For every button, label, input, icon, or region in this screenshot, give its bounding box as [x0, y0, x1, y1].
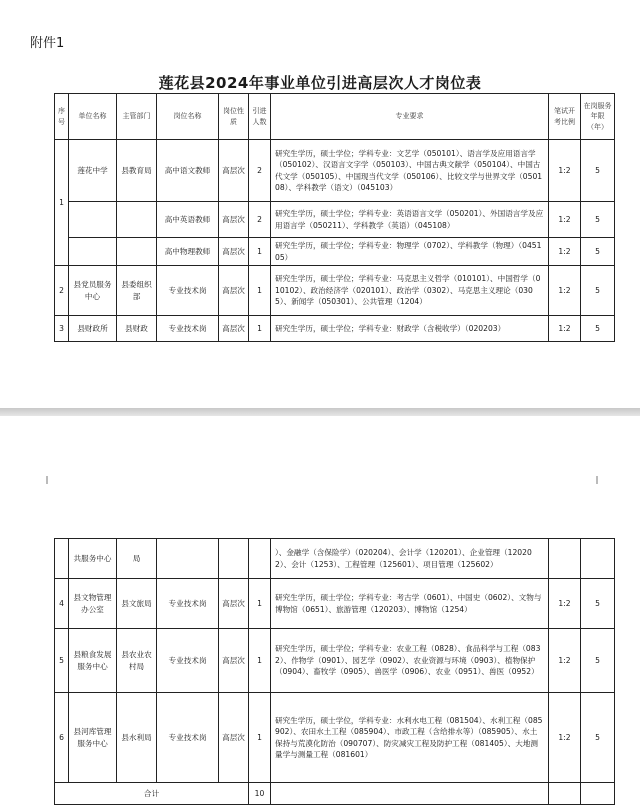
- cell-ratio: 1:2: [549, 579, 581, 629]
- header-years: 在岗服务年限（年）: [581, 94, 615, 140]
- total-empty-cell: [581, 783, 615, 805]
- cell-unit: 共服务中心: [69, 539, 117, 579]
- total-label: 合计: [55, 783, 249, 805]
- total-empty-cell: [549, 783, 581, 805]
- cell-unit: 县文物管理办公室: [69, 579, 117, 629]
- cell-dept: [117, 238, 157, 266]
- cell-seq: 1: [55, 140, 69, 266]
- header-unit: 单位名称: [69, 94, 117, 140]
- table-row: [55, 629, 615, 693]
- cell-count: 1: [249, 316, 271, 342]
- cell-count: 1: [249, 629, 271, 693]
- cell-years: 5: [581, 316, 615, 342]
- cell-position: 高中英语教师: [157, 202, 219, 238]
- cell-major: 研究生学历，硕士学位；学科专业：马克思主义哲学（010101）、中国哲学（010102）、政治经济学（020101）、政治学（0302）、马克思主义理论（0305）、新闻学（050301）、公共管理（1204）: [271, 266, 549, 316]
- cell-dept: 县农业农村局: [117, 629, 157, 693]
- scan-mark: [596, 476, 598, 484]
- header-major: 专业要求: [271, 94, 549, 140]
- cell-count: 1: [249, 693, 271, 783]
- table-row: [55, 316, 615, 342]
- cell-category: 高层次: [219, 140, 249, 202]
- total-count: 10: [249, 783, 271, 805]
- cell-count: 2: [249, 140, 271, 202]
- cell-position: 高中语文教师: [157, 140, 219, 202]
- page-separator: [0, 408, 640, 416]
- table-header-row: [55, 94, 615, 140]
- cell-seq: 5: [55, 629, 69, 693]
- cell-years: 5: [581, 629, 615, 693]
- cell-count: 1: [249, 266, 271, 316]
- cell-category: 高层次: [219, 316, 249, 342]
- cell-years: 5: [581, 140, 615, 202]
- cell-ratio: 1:2: [549, 266, 581, 316]
- cell-position: 专业技术岗: [157, 316, 219, 342]
- cell-dept: 县教育局: [117, 140, 157, 202]
- header-ratio: 笔试开考比例: [549, 94, 581, 140]
- table-row: [55, 539, 615, 579]
- cell-unit: 县河库管理服务中心: [69, 693, 117, 783]
- page-two: [0, 416, 640, 796]
- cell-ratio: 1:2: [549, 693, 581, 783]
- cell-dept: 县委组织部: [117, 266, 157, 316]
- cell-major: 研究生学历，硕士学位，学科专业：水利水电工程（081504）、水利工程（085902）、农田水土工程（085904）、市政工程（含给排水等）（085905）、水土保持与荒漠化防治（090707）、防灾减灾工程及防护工程（081405）、大地测量学与测量工程（081601）: [271, 693, 549, 783]
- cell-ratio: 1:2: [549, 316, 581, 342]
- table-row: [55, 579, 615, 629]
- cell-count: 1: [249, 238, 271, 266]
- cell-seq: 3: [55, 316, 69, 342]
- header-count: 引进人数: [249, 94, 271, 140]
- cell-years: [581, 539, 615, 579]
- cell-category: 高层次: [219, 629, 249, 693]
- cell-major: 研究生学历，硕士学位；学科专业：物理学（0702）、学科教学（物理）（045105）: [271, 238, 549, 266]
- total-empty-cell: [271, 783, 549, 805]
- total-row: [55, 783, 615, 805]
- cell-unit: [69, 202, 117, 238]
- table-row: [55, 140, 615, 202]
- header-category: 岗位性质: [219, 94, 249, 140]
- cell-unit: 莲花中学: [69, 140, 117, 202]
- cell-count: 2: [249, 202, 271, 238]
- attachment-label: 附件1: [30, 36, 65, 51]
- cell-count: 1: [249, 579, 271, 629]
- table-row: [55, 693, 615, 783]
- cell-position: 专业技术岗: [157, 266, 219, 316]
- positions-table-continued: [54, 538, 615, 805]
- cell-count: [249, 539, 271, 579]
- cell-dept: 局: [117, 539, 157, 579]
- cell-dept: 县水利局: [117, 693, 157, 783]
- cell-major: ）、金融学（含保险学）（020204）、会计学（120201）、企业管理（120202）、会计（1253）、工程管理（125601）、项目管理（125602）: [271, 539, 549, 579]
- header-seq: 序号: [55, 94, 69, 140]
- cell-category: [219, 539, 249, 579]
- positions-table: [54, 93, 615, 342]
- cell-position: 专业技术岗: [157, 629, 219, 693]
- cell-ratio: 1:2: [549, 202, 581, 238]
- header-position: 岗位名称: [157, 94, 219, 140]
- cell-position: [157, 539, 219, 579]
- cell-seq: [55, 539, 69, 579]
- cell-years: 5: [581, 693, 615, 783]
- cell-position: 专业技术岗: [157, 693, 219, 783]
- cell-ratio: 1:2: [549, 140, 581, 202]
- cell-unit: 县财政所: [69, 316, 117, 342]
- cell-dept: 县文旅局: [117, 579, 157, 629]
- cell-major: 研究生学历，硕士学位；学科专业：考古学（0601）、中国史（0602）、文物与博物馆（0651）、旅游管理（120203）、博物馆（1254）: [271, 579, 549, 629]
- document-title: 莲花县2024年事业单位引进高层次人才岗位表: [158, 74, 482, 92]
- cell-seq: 4: [55, 579, 69, 629]
- cell-seq: 6: [55, 693, 69, 783]
- scan-mark: [46, 476, 48, 484]
- cell-category: 高层次: [219, 238, 249, 266]
- cell-category: 高层次: [219, 266, 249, 316]
- cell-years: 5: [581, 266, 615, 316]
- table-row: [55, 266, 615, 316]
- table-row: [55, 202, 615, 238]
- cell-major: 研究生学历，硕士学位；学科专业：文艺学（050101）、语言学及应用语言学（050102）、汉语言文字学（050103）、中国古典文献学（050104）、中国古代文学（050105）、中国现当代文学（050106）、比较文学与世界文学（050108）、学科教学（语文）（045103）: [271, 140, 549, 202]
- cell-seq: 2: [55, 266, 69, 316]
- cell-major: 研究生学历，硕士学位；学科专业：农业工程（0828）、食品科学与工程（0832）、作物学（0901）、园艺学（0902）、农业资源与环境（0903）、植物保护（0904）、畜牧学（0905）、兽医学（0906）、农业（0951）、兽医（0952）: [271, 629, 549, 693]
- cell-position: 专业技术岗: [157, 579, 219, 629]
- cell-unit: [69, 238, 117, 266]
- cell-years: 5: [581, 238, 615, 266]
- cell-position: 高中物理教师: [157, 238, 219, 266]
- cell-years: 5: [581, 579, 615, 629]
- cell-ratio: [549, 539, 581, 579]
- cell-category: 高层次: [219, 579, 249, 629]
- cell-major: 研究生学历，硕士学位；学科专业：财政学（含税收学）（020203）: [271, 316, 549, 342]
- cell-major: 研究生学历，硕士学位；学科专业：英语语言文学（050201）、外国语言学及应用语言学（050211）、学科教学（英语）（045108）: [271, 202, 549, 238]
- cell-years: 5: [581, 202, 615, 238]
- cell-category: 高层次: [219, 202, 249, 238]
- cell-dept: 县财政: [117, 316, 157, 342]
- cell-unit: 县粮食发展服务中心: [69, 629, 117, 693]
- header-dept: 主管部门: [117, 94, 157, 140]
- cell-category: 高层次: [219, 693, 249, 783]
- cell-dept: [117, 202, 157, 238]
- cell-ratio: 1:2: [549, 238, 581, 266]
- cell-unit: 县党员服务中心: [69, 266, 117, 316]
- cell-ratio: 1:2: [549, 629, 581, 693]
- table-row: [55, 238, 615, 266]
